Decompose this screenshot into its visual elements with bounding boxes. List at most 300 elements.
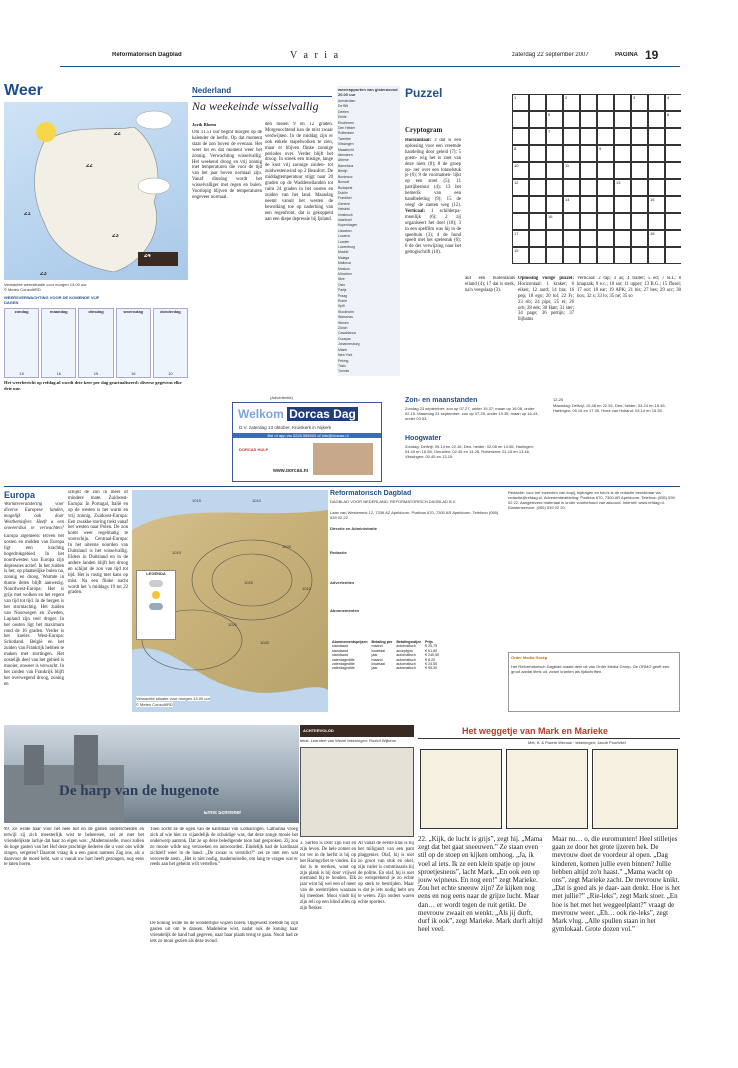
crossword-cell[interactable]	[665, 179, 681, 196]
crossword-cell[interactable]	[665, 162, 681, 179]
crossword-cell	[631, 111, 648, 128]
crossword-cell[interactable]	[580, 145, 597, 162]
city-row: Miami	[338, 347, 348, 352]
achtervolgd-header	[300, 725, 414, 737]
table-row	[330, 666, 441, 670]
ad-welkom: Welkom	[238, 407, 284, 421]
forecast-day	[153, 308, 188, 378]
crossword-cell[interactable]	[512, 145, 529, 162]
city-row: Twenthe	[338, 136, 351, 141]
city-row: Moskou	[338, 266, 350, 271]
crossword-cell[interactable]	[648, 111, 665, 128]
city-row: Innsbruck	[338, 212, 353, 217]
forecast-day-name: maandag	[50, 309, 68, 314]
cell-number: 17	[514, 231, 519, 236]
crossword-cell[interactable]	[563, 94, 580, 111]
city-row: Londen	[338, 239, 350, 244]
comic-panel	[420, 749, 502, 829]
credit-artist: Roelof Wijkens	[369, 738, 396, 743]
crossword-cell[interactable]	[631, 196, 648, 213]
achtervolgd-illustration	[300, 747, 414, 837]
crossword-cell[interactable]	[614, 179, 631, 196]
city-row: Split	[338, 304, 345, 309]
cell-number: 14	[565, 197, 570, 202]
forecast-temp: 15	[93, 371, 99, 376]
map-temp-3: 22	[86, 164, 93, 169]
city-row: Kopenhagen	[338, 223, 358, 228]
crossword-cell[interactable]	[512, 230, 529, 247]
credit-draw-label: tekeningen:	[347, 738, 369, 743]
crossword-cell[interactable]	[546, 230, 563, 247]
crossword-cell[interactable]	[614, 111, 631, 128]
weggetje-credit: Met, tt. & Ftwerk Weraus · tekeningen: Jacob Poortvliet	[528, 740, 626, 745]
table-cell: zaterdageditie	[332, 662, 355, 667]
sun-icon	[36, 122, 56, 142]
forecast-day-name: dinsdag	[88, 309, 104, 314]
nederland-byline: Jorik Bloem	[192, 122, 217, 127]
city-row: Warschau	[338, 315, 354, 320]
colofon-section: Advertenties	[330, 580, 355, 585]
city-row: Athene	[338, 158, 349, 163]
comic-panel	[506, 749, 588, 829]
puzzel-subtitle: Cryptogram	[405, 126, 443, 134]
cell-number: 7	[548, 129, 551, 134]
dorcas-ad[interactable]	[232, 402, 382, 482]
crossword-cell[interactable]	[512, 94, 529, 111]
city-row: Rotterdam	[338, 131, 354, 136]
crossword-cell[interactable]	[665, 128, 681, 145]
table-cell: standaard	[332, 653, 348, 658]
zon-block	[405, 397, 681, 477]
crossword-cell[interactable]	[665, 230, 681, 247]
table-cell: maand	[371, 657, 383, 662]
city-row: De Bilt	[338, 104, 348, 109]
crossword-cell[interactable]	[648, 213, 665, 230]
crossword-cell[interactable]	[665, 145, 681, 162]
crossword-cell[interactable]	[631, 230, 648, 247]
city-row: Dublin	[338, 190, 348, 195]
crossword-cell[interactable]	[631, 128, 648, 145]
achtervolgd-credits	[300, 738, 414, 743]
zon-title: Zon- en maanstanden	[405, 397, 478, 404]
crossword-cell[interactable]	[631, 179, 648, 196]
isobar-label: 1020	[228, 622, 237, 627]
crossword-cell[interactable]	[614, 247, 631, 264]
city-row: Peking	[338, 358, 349, 363]
crossword-cell[interactable]	[631, 145, 648, 162]
crossword-cell[interactable]	[580, 213, 597, 230]
crossword-cell[interactable]	[597, 162, 614, 179]
city-row: München	[338, 272, 352, 276]
crossword-cell[interactable]	[563, 179, 580, 196]
crossword-cell	[614, 94, 631, 111]
colofon-section: Redactie	[330, 550, 347, 555]
hugenoot-col1: 99. Ze wilde haar voor het hele hof en de gasten onderscheiden en terwijl zij zich meesterlijk wist te beheersen, zei ze met het vriendelijkste lachje dat haar zo eigen was: „Mademoiselle, mooi zullen de hoge gasten van het Hof deze prachtige liederen die u voor ons wilde zingen, vergeten? Daarom vraag ik u een gunst namens Zag ons, als u daarvoor de moed hebt, wat u vanuit uw hart heeft gezongen, nog eens te laten horen.	[4, 827, 144, 868]
crossword-cell[interactable]	[529, 128, 546, 145]
hoogwater-title: Hoogwater	[405, 435, 442, 442]
forecast-day	[116, 308, 151, 378]
table-cell: acceptgiro	[396, 648, 413, 653]
header-rule	[60, 66, 680, 67]
crossword-cell[interactable]	[631, 94, 648, 111]
isobar-label: 1010	[302, 586, 311, 591]
crossword-cell[interactable]	[529, 111, 546, 128]
forecast-temp: 15	[19, 371, 24, 376]
city-row: Zürich	[338, 326, 348, 331]
nederland-headline: Na weekeinde wisselvallig	[192, 99, 319, 113]
crossword-cell[interactable]	[563, 128, 580, 145]
isobar-label: 1020	[282, 544, 291, 549]
order-text: Het Reformatorisch Dagblad maakt deel uit van Order Media Groep. De ORMG geeft een groot aantal titels uit, zowel kranten als tijdschriften.	[511, 664, 670, 674]
solution-text: Horizontaal: 1 kraker; 6 eiken; 12 aard; 14 bra; 16 pep; 18 ego; 20 tol; 22 Fr; 23 rib; 24 pips; 25 ei; 26 orb; 28 eek; 30 Hatr; 31 ster; 34 page; 36 pertijn; 37 bijbams	[518, 281, 574, 323]
crossword-cell[interactable]	[529, 213, 546, 230]
cell-number: 1	[514, 95, 517, 100]
ad-phone: Bel of app via 0228 555900 of info@dorcas.nl	[233, 433, 382, 438]
weer-map	[4, 102, 188, 280]
table-header: Abonnementsprijzen	[332, 640, 368, 644]
crossword-cell[interactable]	[580, 179, 597, 196]
city-row: Den Helder	[338, 126, 356, 131]
crossword-cell[interactable]	[614, 145, 631, 162]
header-date: zaterdag 22 september 2007	[512, 52, 589, 58]
weer-footer: Het weerbericht op refdag.nl wordt drie keer per dag geactualiseerd: diverse gegevens elke drie uur.	[4, 380, 182, 391]
cell-number: 10	[514, 163, 519, 168]
table-cell: kwartaal	[371, 648, 385, 653]
forecast-temp: 16	[130, 371, 136, 376]
crossword-cell	[580, 128, 597, 145]
crossword-cell[interactable]	[665, 213, 681, 230]
crossword-cell[interactable]	[614, 162, 631, 179]
table-cell: standaard	[332, 648, 348, 653]
colofon-section: Abonnementen	[330, 608, 360, 613]
sun-icon	[152, 591, 160, 599]
subscription-rows	[330, 644, 441, 670]
hugenoot-col3: De koning wilde nu de wonderlijke wijzen horen. Opgewekt roemde hij zijn gasten uit om te dansen. Madeleine wist, nadat ook de koning haar vriendelijk de hand had gegeven, naar haar plaats terug te gaan. Nooit had ze iets zo mooi gezien als deze avond.	[150, 921, 298, 944]
crossword-cell[interactable]	[512, 162, 529, 179]
table-cell: jaar	[371, 666, 378, 671]
forecast-day-name: zondag	[14, 309, 29, 314]
crossword-cell[interactable]	[665, 247, 681, 264]
isobar-label: 1010	[172, 550, 181, 555]
castle-icon	[4, 725, 299, 823]
crossword-cell[interactable]	[614, 213, 631, 230]
forecast-day	[41, 308, 76, 378]
crossword-cell	[631, 213, 648, 230]
city-row: Curaçao	[338, 336, 351, 341]
crossword-cell	[631, 162, 648, 179]
map-temp-4: 23	[112, 234, 119, 239]
city-row: Istanboel	[338, 217, 352, 222]
solution-title: Oplossing vorige puzzel:	[518, 276, 574, 281]
crossword-cell[interactable]	[546, 196, 563, 213]
report-title: weerrapporten van gisteravond 20.00 uur	[338, 87, 398, 97]
city-row: Frankfort	[338, 196, 352, 201]
table-cell: automatisch	[396, 653, 416, 658]
crossword-cell	[512, 213, 529, 230]
puzzel-solution	[518, 276, 574, 376]
city-row: Nice	[338, 277, 345, 282]
city-row: Barcelona	[338, 163, 354, 168]
crossword-cell[interactable]	[648, 230, 665, 247]
page-header	[60, 50, 680, 64]
hugenoot-col2: Toen zocht ze de ogen van de kardinaal van Lotharingen. Catharina vroeg zich af wie hier zo vijandelijk de schuldige was, dat deze zonge mooie het onderwerp aantrok. Dat ze op deze beledigende toon had gesproken. Zij zou zo mooie wilde nog verzoeken en antwoorden. Eindelijk had de kardinaal zichzelf weer in de hand. „De zwaar is verstrikt?” zei ze met een wat veroverde stem. „Het is niet nodig, mademoiselle, om lang te vragen wat er reeds aan het geheim wilt vertellen.”	[150, 827, 298, 868]
crossword-cells[interactable]	[512, 94, 681, 264]
ad-dorcas: Dorcas Dag	[289, 407, 356, 421]
city-row: Eelde	[338, 115, 347, 120]
cell-number: 2	[565, 95, 568, 100]
crossword-cell[interactable]	[648, 94, 665, 111]
city-row: Mallorca	[338, 261, 351, 266]
crossword-cell	[614, 230, 631, 247]
comic-panel	[592, 749, 678, 829]
crossword-cell[interactable]	[665, 94, 681, 111]
weggetje-col2: Maar nu… o, die euromunten! Heel stilletjes gaan ze door het grote ijzeren hek. De mevrouw doet de voordeur al open. „Dag kinderen, komen jullie even binnen? Jullie hebben altijd zo'n haast.” „Mama wacht op ons”, zegt Marieke zacht. De mevrouw knikt. „Dat is goed als je daar- aan denkt. Hoe is het met jullie?” „Rie-leks”, zegt Mark stoer. „En hoe is het met het weggeelplant?” vraagt de mevrouw weer. „Eh… ook rie-leks”, zegt Mark vlug. „Alle spullen staan in het gymlokaal. Grote dozen vol.”	[552, 835, 680, 934]
nederland-col2: den tussen 9 en 12 graden. Morgenochtend kan de mist zwaar verdwijnen. In de middag zijn er ook enkele stapelwolken te zien, maar er blijven flinke zonnige periodes over. Verder blijft het droog. In streek een mistige, lange de kust vrij zonnige zuiden- tot zuidwestenwind op 2 Beaufort. De middagtemperatuur stijgt naar 20 graden op de Waddeneilanden tot ruim 24 graden in het oosten en zuiden van het land. Maandag neemt vanuit het westen de bewolking toe op naderhing van een regenfront, dat is gekoppeld aan een diepe depressie bij Ijsland.	[265, 122, 333, 222]
weggetje-title: Het weggetje van Mark en Marieke	[462, 726, 609, 736]
netherlands-map-icon	[4, 102, 188, 280]
header-page-label: PAGINA	[615, 52, 638, 58]
europe-map-caption: Verwachte situatie voor morgen 13.00 uur	[136, 696, 211, 701]
map-temp-1: 22	[114, 132, 121, 137]
table-cell: jaar	[371, 653, 378, 658]
crossword-cell[interactable]	[597, 179, 614, 196]
city-row: Stockholm	[338, 309, 354, 314]
crossword-cell[interactable]	[580, 94, 597, 111]
puzzel-extra: auf een buitenlands eiland (4); 17 dat is sterk, na'n veegslaap (3).	[465, 276, 515, 293]
crossword-cell[interactable]	[512, 128, 529, 145]
crossword-cell	[597, 94, 614, 111]
forecast-temp: 16	[56, 371, 62, 376]
ad-photo	[313, 443, 373, 475]
ad-url[interactable]: www.dorcas.nl	[273, 469, 309, 474]
city-row: Budapest	[338, 185, 353, 190]
table-header: Betaling per	[371, 640, 393, 644]
crossword-cell[interactable]	[529, 179, 546, 196]
crossword-cell[interactable]	[546, 128, 563, 145]
crossword-cell[interactable]	[512, 179, 529, 196]
crossword-cell[interactable]	[614, 128, 631, 145]
crossword-cell[interactable]	[546, 213, 563, 230]
crossword-cell[interactable]	[580, 196, 597, 213]
city-list	[337, 98, 400, 376]
city-row: Aberdeen	[338, 153, 353, 158]
crossword-cell	[648, 162, 665, 179]
achtervolgd-label: ACHTERVOLGD	[303, 728, 334, 733]
weer-title: Weer	[4, 82, 43, 99]
crossword-cell[interactable]	[563, 213, 580, 230]
europa-text: Europa algemeen: Boven het oosten en midden van Europa ligt een krachtig hogedrukgebied. In het noordwesten van Europa zijn depressies actief. In het zuiden is het, op plaatselijke buien na, zonnig en droog. Warmte in dunne delen blijft aanwezig. Noordwest-Europa: Het is grijs met wolken en het regent van tijd tot tijd. In de bergen is het stormachtig. Het zuiden van Noorwegen en Zweden, Lapland zijn veel droger. In het oosten ligt het maximum rond de 16 graden. Verder is het koeler. West-Europa: Schotland. België en het zuiden van Frankrijk hebben te maken met stortingen. Het oostelijk deel van het gebied is mooier, onweer is verwacht. In het zuiden van Frankrijk blijft het overwegend droog, zonnig en	[4, 534, 64, 687]
table-cell: zaterdageditie	[332, 666, 355, 671]
table-cell: standaard	[332, 644, 348, 649]
crossword-cell	[546, 94, 563, 111]
city-row: Tokio	[338, 363, 346, 368]
zon-text2: Maandag: Delfzijl: 10.46 en 22.26, Den- helder: 03.24 en 15.45, Harlingen: 05.15 en 17.35, Hoek van Holland: 03.14 en 15.35.	[553, 403, 666, 413]
crossword-cell	[648, 179, 665, 196]
crossword-cell[interactable]	[512, 111, 529, 128]
zon-text: Zondag 23 september: zon op 07.27, onder 19.37; maan op 16.08, onder 02.15. Maandag 24 september: zon op 07.28, onder 19.35; maan op 16.43, onder 03.53.	[405, 406, 539, 421]
crossword-cell[interactable]	[529, 145, 546, 162]
forecast-day-name: woensdag	[123, 309, 143, 314]
crossword-cell[interactable]	[563, 230, 580, 247]
crossword-cell[interactable]	[512, 247, 529, 264]
crossword-cell	[529, 162, 546, 179]
city-row: Rome	[338, 299, 348, 304]
europa-text2: schijnt de zon in meer of mindere mate. Zuidwest-Europa: In Portugal, Italië en op de westen is het warm en vrij zonnig. Zuidoost-Europa: Een zwakke storing trekt vanaf het westen naar Polen. De zon komt weer regelmatig te voorschijn. Centraal-Europa: In het uiterste noorden van Duitsland is het wisselvallig. Elders in Duitsland en in de andere landen blijft het droog en schijnt de zon van tijd tot tijd. Het is rustig met kans op mist. Na een flinke nacht wordt het 's middags 19 tot 22 graden.	[68, 490, 128, 596]
cell-number: 4	[667, 95, 670, 100]
city-row: Toronto	[338, 369, 350, 374]
crossword-cell	[529, 196, 546, 213]
crossword-cell[interactable]	[580, 162, 597, 179]
table-cell: automatisch	[396, 644, 416, 649]
nederland-col1: Om 11.51 uur begint morgen op de kalender de herfst. Op dat moment staat de zon boven de evenaar. Het weer tot en dat moment weer het zonnig. Verwachting wisselvallig. Het weekend droog en vrij zonnig met temperaturen die voor de tijd van het jaar boven normaal zijn. Vanaf dinsdag wordt het wisselvalliger met regen en buien. Voorlopig blijven de temperaturen ongeveer normaal.	[192, 130, 262, 200]
map-temp-2: 21	[24, 212, 31, 217]
city-row: New York	[338, 353, 353, 358]
europe-map-copyright: © Meteo Consult/RD	[136, 702, 173, 707]
subscription-table	[330, 640, 441, 671]
mid-rule	[4, 486, 680, 487]
crossword-cell[interactable]	[648, 128, 665, 145]
crossword-cell[interactable]	[665, 196, 681, 213]
cell-number: 12	[514, 180, 519, 185]
credit-text-label: tekst:	[300, 738, 310, 743]
crossword-cell[interactable]	[563, 196, 580, 213]
crossword-cell	[597, 213, 614, 230]
hugenoot-author: Ernst Schreiner	[204, 811, 242, 816]
crossword-cell[interactable]	[597, 145, 614, 162]
crossword-cell	[597, 247, 614, 264]
crossword-cell[interactable]	[529, 247, 546, 264]
city-row: Malaga	[338, 255, 350, 260]
crossword-cell[interactable]	[546, 162, 563, 179]
cell-number: 5	[548, 112, 551, 117]
map-temp-5: 23	[40, 272, 47, 277]
crossword-cell[interactable]	[563, 162, 580, 179]
cell-number: 8	[514, 146, 517, 151]
cell-number: 13	[616, 180, 621, 185]
table-cell: kwartaal	[371, 662, 385, 667]
table-cell: € 95,30	[425, 666, 438, 671]
clues-h: 3 dat is een oplossing voor een vreemde handeling door geleid (7); 5 goem- wig het is zoet van deze niets (8); 8 de groep op- ner over een tonnelstuk je (6); 9 de voornamen- lijkt op een stoel (5); 11 partijbestuur (4); 13 het hemerik van een handbeleting (9); 15 de veeg! de zanten weg (12).	[405, 138, 461, 208]
table-cell: automatisch	[396, 662, 416, 667]
crossword-cell[interactable]	[563, 247, 580, 264]
crossword-cell[interactable]	[580, 247, 597, 264]
forecast-days	[4, 308, 188, 378]
table-cell: zaterdageditie	[332, 657, 355, 662]
crossword-cell[interactable]	[529, 230, 546, 247]
colofon-address: Laan van Westenenk 12, 7336 AZ Apeldoorn. Postbus 670, 7300 AR Apeldoorn. Telefoon (055) 539 02 22	[330, 510, 499, 520]
rain-icon	[149, 603, 163, 610]
clues-h-title: Horizontaal:	[405, 138, 432, 143]
crossword-cell[interactable]	[563, 111, 580, 128]
crossword-cell[interactable]	[546, 111, 563, 128]
cell-number: 11	[565, 163, 570, 168]
forecast-temp: 10	[168, 371, 173, 376]
table-cell: € 8,20	[425, 657, 436, 662]
isobar-label: 1010	[252, 498, 261, 503]
achtervolgd-block	[300, 725, 414, 1061]
table-cell: € 20,75	[425, 644, 438, 649]
table-cell: automatisch	[396, 657, 416, 662]
order-media-box	[508, 652, 680, 712]
header-publication: Reformatorisch Dagblad	[112, 52, 182, 58]
cell-number: 3	[633, 95, 636, 100]
crossword-cell[interactable]	[597, 111, 614, 128]
europa-intro: Warmteverandering voor diverse Europese landen, mogelijk ook door Westhemisfeer. Heeft u een onweersbui te verwachten?	[4, 502, 64, 531]
city-row: Lissabon	[338, 228, 352, 233]
crossword-cell[interactable]	[648, 196, 665, 213]
hugenoot-illustration	[4, 725, 299, 823]
city-row: Parijs	[338, 288, 347, 293]
cell-number: 18	[650, 231, 655, 236]
order-title: Order Media Groep	[511, 655, 548, 660]
crossword-cell	[546, 247, 563, 264]
table-header: Prijs	[425, 640, 433, 644]
crossword-cell[interactable]	[546, 145, 563, 162]
crossword-cell	[529, 94, 546, 111]
colofon-block	[330, 490, 680, 718]
crossword-cell	[648, 145, 665, 162]
hugenoot-title: De harp van de hugenote	[59, 783, 220, 799]
forecast-day-name: donderdag	[160, 309, 181, 314]
crossword-cell	[614, 196, 631, 213]
clues-v-title: Verticaal:	[405, 208, 426, 214]
hoogwater-text: Zondag: Delfzijl: 09.14 en 22.16, Den- helder: 02.08 en 14.55, Harlingen: 04.40 en 16.58, IJmuiden: 02.45 en 14.28, Rotterdam: 01.15 en 13.46, Vlissingen: 00.45 en 13.15.	[405, 444, 534, 459]
forecast-day	[4, 308, 39, 378]
ad-logo: DORCAS HULP	[239, 447, 269, 452]
cell-number: 6	[667, 112, 670, 117]
puzzel-title: Puzzel	[405, 86, 443, 100]
city-row: Bordeaux	[338, 174, 353, 179]
weggetje-banner	[418, 725, 680, 739]
crossword-cell[interactable]	[665, 111, 681, 128]
weer-block	[4, 82, 188, 378]
city-row: Praag	[338, 293, 348, 298]
city-row: Johannesburg	[338, 342, 360, 347]
crossword-cell	[597, 128, 614, 145]
puzzel-clues	[405, 138, 461, 364]
city-row: Maastricht	[338, 147, 354, 152]
isobar-label: 1015	[192, 498, 201, 503]
crossword-cell	[580, 111, 597, 128]
city-row: Deelen	[338, 109, 349, 114]
crossword-cell[interactable]	[512, 196, 529, 213]
hugenoot-block	[4, 725, 299, 1061]
crossword-grid[interactable]	[512, 94, 681, 264]
table-cell: € 240,50	[425, 653, 440, 658]
table-header: Betalingswijze	[396, 640, 422, 644]
crossword-cell[interactable]	[631, 247, 648, 264]
nederland-rule	[192, 96, 332, 97]
achtervolgd-col2: Al vanaf de eerste klas is hij het miliguurt van een pant plaggenier. Olaf, hij is niet zo groot van stuk en okel, zijn vader is commissaris bij de politie. En olaf, hij is niet zo welsprekend je zo echte op sterk te bestrijden. Maar is dat je iets nodig hebt om te weten. Zijn ouders waren echte sporters.	[358, 841, 414, 906]
nederland-block	[192, 86, 400, 382]
weggetje-col1: 22. „Kijk, de lucht is grijs”, zegt hij. „Mama zegt dat het gaat sneeuwen.” Ze staan even stil op de stoep en kijken omhoog. „Ja, ik voel al iets. Ik ze een klein spatje op jouw sproetjesneus”, lacht Mark. „En ook een op jouw wipneus. En nog een!” zegt Marieke. Zou het echte sneeuw zijn? Ze kijken nog eens en nog eens naar de grijze lucht. Maar dan… er wordt tegen de ruit getikt. De mevrouw zwaait en wenkt. „Als jij durft, durf ik ook”, zegt Marieke. Mark durft altijd heel veel.	[418, 835, 543, 934]
weer-copyright: © Meteo Consult/RD	[4, 287, 41, 292]
crossword-cell[interactable]	[597, 196, 614, 213]
crossword-cell[interactable]	[597, 230, 614, 247]
cloud-icon	[149, 580, 163, 587]
table-cell: € 61,80	[425, 648, 438, 653]
crossword-cell[interactable]	[648, 247, 665, 264]
crossword-cell	[580, 230, 597, 247]
achtervolgd-col1: 3. Surfen is Dolf zijn lust en zijn leven. De hele zomer en tot ver in de herfst is hij op het Haringvliet te vinden. En dat is te merken, want op zijn plank is hij door vrijwel niemand bij te houden. Elk jaar wint hij wel een of meer van de wedstrijden waaraan hij meedoet. Mooi vindt hij zijn reli op een blind alles op zijn flesker.	[300, 841, 356, 911]
city-row: Oslo	[338, 282, 345, 287]
crossword-cell	[563, 145, 580, 162]
ad-brand	[238, 407, 358, 421]
cell-number: 16	[548, 214, 553, 219]
puzzel-solution-v: Verticaal: 2 rap; 3 as; 4 traller; 5 ed; 7 R.L; 8 knapzak; 9 e.c.; 10 sar; 11 upper; 13 B.G.; 15 ffusel; 17 oor; 18 ear; 19 APK; 21 bls; 27 bes; 29 acc; 30 hox; 32 s; 33 lo; 35 ne; 35 so	[577, 276, 681, 299]
isobar-label: 1020	[260, 640, 269, 645]
legend	[136, 570, 176, 640]
